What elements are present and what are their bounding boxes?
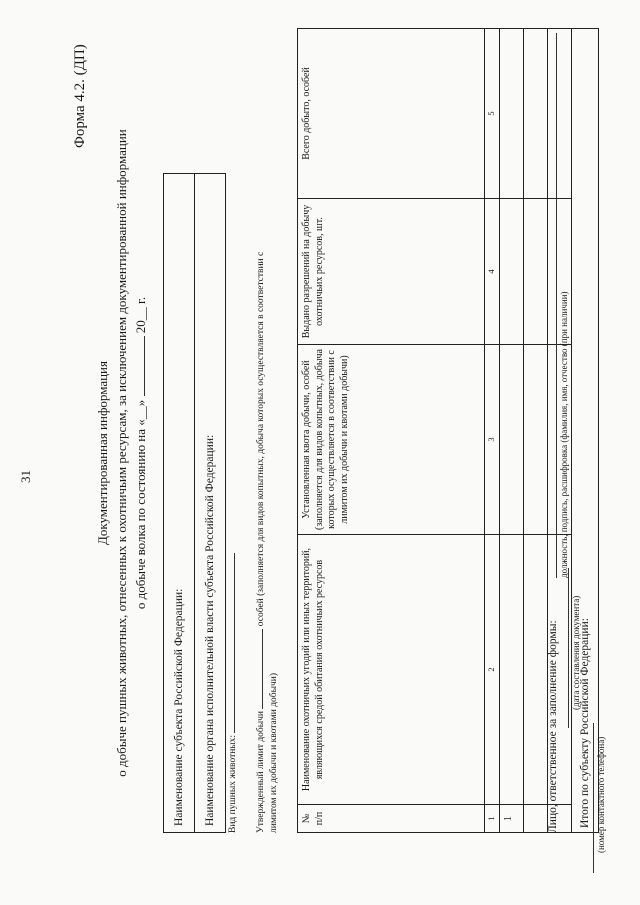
responsible-label: Лицо, ответственное за заполнение формы: <box>547 619 559 833</box>
table-cell <box>524 534 548 804</box>
table-row <box>524 28 548 832</box>
header-territory: Наименование охотничьих угодий или иных территорий, являющихся средой обитания охотничьих ресурсов <box>298 534 485 804</box>
authority-name-label: Наименование органа исполнительной власти субъекта Российской Федерации: <box>195 173 226 832</box>
header-permits: Выдано разрешений на добычу охотничьих ресурсов, шт. <box>298 198 485 344</box>
header-number: № п/п <box>298 804 485 832</box>
column-number: 1 <box>485 804 500 832</box>
limit-blank <box>262 628 263 708</box>
title-date-prefix: о добыче волка по состоянию на «__» <box>133 399 148 609</box>
table-cell <box>524 28 548 198</box>
title-date-suffix: 20__ г. <box>133 296 148 333</box>
header-quota: Установленная квота добычи, особей (заполняется для видов копытных, добыча которых осуществляется в соответствии с лимитом их добычи и квотами добычи) <box>298 344 485 534</box>
header-total-harvested: Всего добыто, особей <box>298 28 485 198</box>
total-row <box>572 28 599 832</box>
column-number: 5 <box>485 28 500 198</box>
signature-caption: должность, подпись, расшифровка (фамилия, имя, отчество (при наличии) <box>559 290 569 578</box>
title-line-2: о добыче пушных животных, отнесенных к охотничьим ресурсам, за исключением документированной информации <box>114 128 129 777</box>
phone-caption: (номер контактного телефона) <box>596 736 606 853</box>
total-label: Итого по субъекту Российской Федерации: <box>572 28 599 832</box>
table-cell <box>500 198 524 344</box>
title-line-1: Документированная информация <box>95 360 110 545</box>
page-number: 31 <box>18 469 33 483</box>
species-blank <box>234 552 235 732</box>
species-label: Вид пушных животных: <box>228 552 238 832</box>
limit-line: Утвержденный лимит добычи особей (заполняется для видов копытных, добыча которых осуществляется в соответствии с <box>256 251 266 833</box>
table-cell <box>548 28 572 198</box>
subject-name-label: Наименование субъекта Российской Федерации: <box>164 173 195 832</box>
table-cell <box>500 28 524 198</box>
table-cell <box>500 534 524 804</box>
subject-table <box>163 173 226 833</box>
phone-line <box>593 723 594 873</box>
date-caption: (дата составления документа) <box>571 595 581 710</box>
column-number: 3 <box>485 344 500 534</box>
form-name: Форма 4.2. (ДП) <box>72 43 88 148</box>
title-line-3 <box>133 13 149 893</box>
column-number: 4 <box>485 198 500 344</box>
table-cell: 1 <box>500 804 524 832</box>
column-number-row <box>485 28 500 832</box>
date-line <box>568 568 569 728</box>
date-month-blank <box>144 336 145 396</box>
table-cell <box>524 804 548 832</box>
table-cell <box>500 344 524 534</box>
table-row <box>500 28 524 832</box>
rotated-form <box>10 13 630 893</box>
column-number: 2 <box>485 534 500 804</box>
table-cell <box>524 198 548 344</box>
limit-note: лимитом их добычи и квотами добычи) <box>269 672 279 833</box>
table-cell <box>524 344 548 534</box>
table-header-row <box>298 28 485 832</box>
signature-line <box>556 33 557 578</box>
